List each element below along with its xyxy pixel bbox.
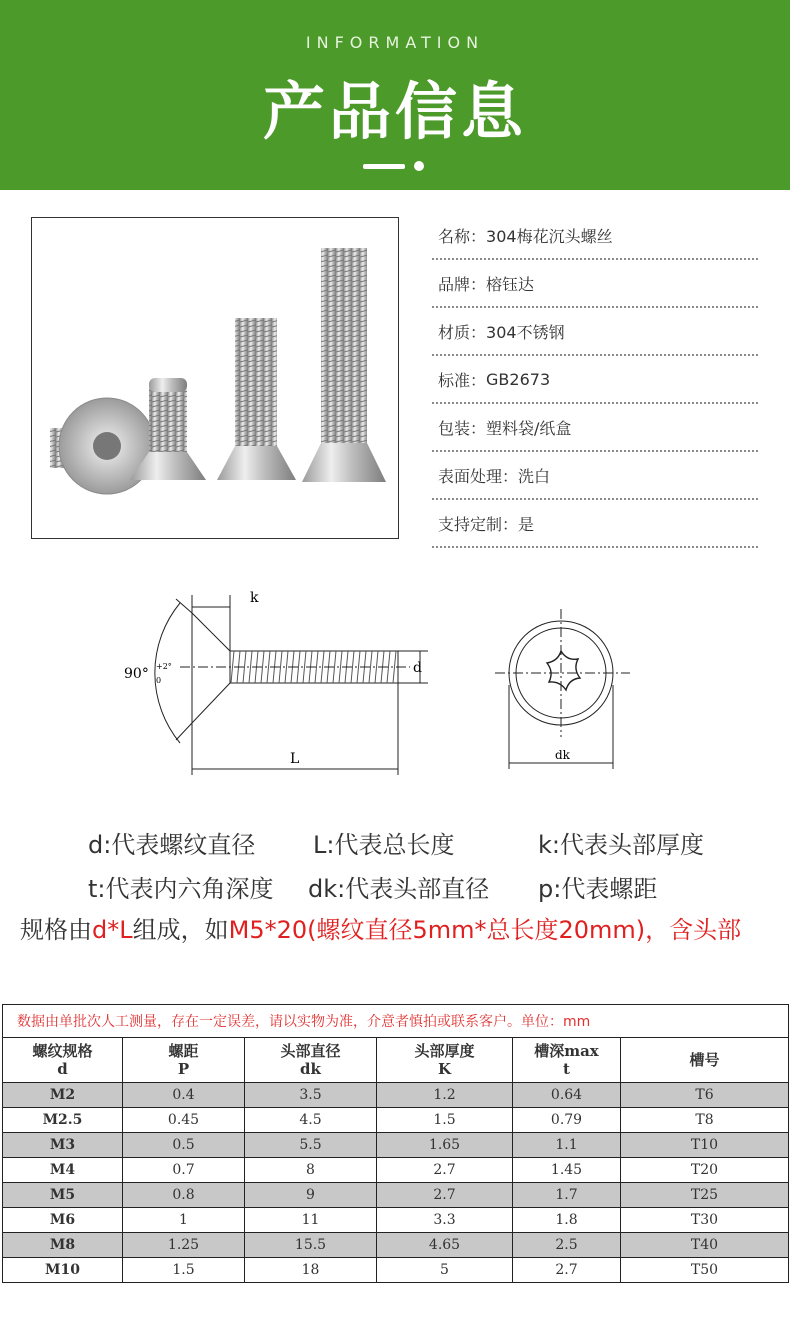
spec-description: [20, 910, 741, 945]
cell: 5.5: [245, 1133, 377, 1158]
info-row-name: [432, 212, 758, 260]
screws-illustration: [32, 218, 398, 538]
cell: 15.5: [245, 1233, 377, 1258]
cell: 2.7: [513, 1258, 621, 1283]
col-header: 槽深max t: [513, 1038, 621, 1083]
cell: 1.2: [377, 1083, 513, 1108]
header-banner: [0, 0, 790, 190]
decor-dash: [363, 164, 405, 169]
info-value: 塑料袋/纸盒: [486, 418, 572, 438]
spec-table: [2, 1004, 788, 1283]
page-title: 产品信息: [262, 75, 527, 148]
cell: M10: [3, 1258, 123, 1283]
legend-k: k:代表头部厚度: [538, 831, 704, 859]
d-label: d: [413, 660, 422, 676]
info-label: 包装 ：: [438, 416, 486, 439]
cell: 0.79: [513, 1108, 621, 1133]
spec-text: 组成，如: [132, 916, 229, 944]
table-row: [3, 1233, 789, 1258]
cell: 1.5: [123, 1258, 245, 1283]
table-row: [3, 1133, 789, 1158]
info-row-surface: [432, 452, 758, 500]
table-notice: 数据由单批次人工测量，存在一定误差，请以实物为准，介意者慎拍或联系客户。单位：mm: [3, 1005, 789, 1038]
info-row-material: [432, 308, 758, 356]
info-label: 品牌 ：: [438, 272, 486, 295]
info-value: 304不锈钢: [486, 322, 565, 342]
info-label: 名称 ：: [438, 224, 486, 247]
angle-label: 90°: [124, 666, 149, 682]
cell: 0.8: [123, 1183, 245, 1208]
info-label: 材质 ：: [438, 320, 486, 343]
col-header: 头部厚度 K: [377, 1038, 513, 1083]
legend-p: p:代表螺距: [538, 875, 658, 903]
legend-t: t:代表内六角深度: [88, 875, 274, 903]
info-label: 表面处理 ：: [438, 464, 518, 487]
col-header: 螺距 P: [123, 1038, 245, 1083]
table-notice-row: [3, 1005, 789, 1038]
legend-L: L:代表总长度: [313, 831, 455, 859]
cell: 11: [245, 1208, 377, 1233]
col-header: 头部直径 dk: [245, 1038, 377, 1083]
cell: 0.7: [123, 1158, 245, 1183]
info-value: 榕钰达: [486, 274, 535, 294]
dk-label: dk: [555, 748, 570, 762]
cell: 1.1: [513, 1133, 621, 1158]
cell: 5: [377, 1258, 513, 1283]
col-header: 螺纹规格 d: [3, 1038, 123, 1083]
cell: 0.4: [123, 1083, 245, 1108]
cell: 3.5: [245, 1083, 377, 1108]
cell: 2.5: [513, 1233, 621, 1258]
cell: M6: [3, 1208, 123, 1233]
cell: 0.64: [513, 1083, 621, 1108]
cell: M3: [3, 1133, 123, 1158]
cell: M8: [3, 1233, 123, 1258]
info-value: GB2673: [486, 369, 551, 389]
angle-tolerance-upper: +2°: [156, 662, 172, 671]
cell: 2.7: [377, 1183, 513, 1208]
info-row-package: [432, 404, 758, 452]
top-view-diagram: [495, 595, 635, 775]
legend-dk: dk:代表头部直径: [308, 875, 490, 903]
cell: 1.8: [513, 1208, 621, 1233]
cell: 3.3: [377, 1208, 513, 1233]
side-view-diagram: [110, 585, 440, 785]
cell: T10: [621, 1133, 789, 1158]
col-header: 槽号: [621, 1038, 789, 1083]
cell: 4.65: [377, 1233, 513, 1258]
product-info-list: [432, 212, 758, 548]
cell: M4: [3, 1158, 123, 1183]
info-value: 是: [518, 514, 535, 534]
cell: T50: [621, 1258, 789, 1283]
table-row: [3, 1083, 789, 1108]
L-label: L: [290, 751, 300, 767]
table-row: [3, 1208, 789, 1233]
cell: 8: [245, 1158, 377, 1183]
cell: 1.45: [513, 1158, 621, 1183]
info-row-custom: [432, 500, 758, 548]
cell: T6: [621, 1083, 789, 1108]
cell: 1: [123, 1208, 245, 1233]
legend-d: d:代表螺纹直径: [88, 831, 256, 859]
decor-dot: [414, 161, 424, 171]
cell: 1.7: [513, 1183, 621, 1208]
info-label: 标准 ：: [438, 368, 486, 391]
spec-text: 规格由: [20, 916, 92, 944]
info-row-brand: [432, 260, 758, 308]
product-photo: [31, 217, 399, 539]
cell: T8: [621, 1108, 789, 1133]
cell: M2.5: [3, 1108, 123, 1133]
table-header-row: [3, 1038, 789, 1083]
spec-highlight: d*L: [92, 916, 133, 944]
table-row: [3, 1258, 789, 1283]
info-label: 支持定制 ：: [438, 512, 518, 535]
table-row: [3, 1183, 789, 1208]
k-label: k: [250, 590, 259, 606]
cell: T20: [621, 1158, 789, 1183]
info-value: 304梅花沉头螺丝: [486, 226, 613, 246]
info-row-standard: [432, 356, 758, 404]
header-subtitle: INFORMATION: [305, 33, 485, 52]
spec-example: M5*20(螺纹直径5mm*总长度20mm)，含头部: [228, 916, 742, 944]
cell: T40: [621, 1233, 789, 1258]
angle-tolerance-lower: 0: [156, 676, 162, 685]
cell: 1.65: [377, 1133, 513, 1158]
cell: 4.5: [245, 1108, 377, 1133]
cell: 9: [245, 1183, 377, 1208]
table-row: [3, 1108, 789, 1133]
cell: T25: [621, 1183, 789, 1208]
cell: 1.5: [377, 1108, 513, 1133]
cell: 18: [245, 1258, 377, 1283]
cell: 0.45: [123, 1108, 245, 1133]
cell: M5: [3, 1183, 123, 1208]
info-value: 洗白: [518, 466, 551, 486]
cell: 1.25: [123, 1233, 245, 1258]
cell: 2.7: [377, 1158, 513, 1183]
cell: 0.5: [123, 1133, 245, 1158]
cell: T30: [621, 1208, 789, 1233]
table-row: [3, 1158, 789, 1183]
cell: M2: [3, 1083, 123, 1108]
